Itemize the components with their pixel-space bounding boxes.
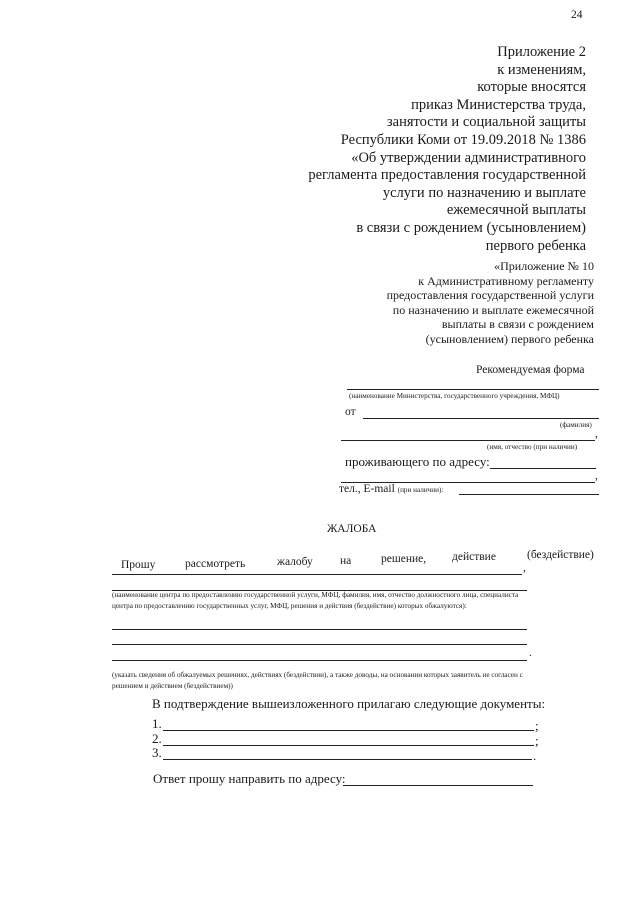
document-item-3-line[interactable]	[163, 759, 532, 760]
complaint-line-4[interactable]	[112, 644, 527, 645]
reply-address-line[interactable]	[343, 785, 533, 786]
appendix-2-header	[308, 44, 586, 255]
document-item-3-end: .	[533, 748, 537, 763]
contact-line[interactable]	[459, 494, 599, 495]
request-word-3: жалобу	[277, 556, 313, 568]
appendix-2-line-11: в связи с рождением (усыновлением)	[356, 219, 586, 236]
request-word-5: решение,	[381, 553, 427, 565]
complaint-line-5[interactable]	[112, 660, 527, 661]
document-item-1-end: ;	[535, 718, 539, 733]
document-item-1-number: 1.	[152, 716, 162, 731]
appendix-2-line-9: услуги по назначению и выплате	[382, 184, 586, 201]
name-caption: (имя, отчество (при наличии)	[487, 443, 578, 451]
request-word-7: (бездействие)	[527, 549, 594, 561]
complaint-caption-1a: (наименование центра по предоставлению государственной услуги, МФЦ, фамилия, имя, отчество должностного лица, специалиста	[112, 591, 519, 599]
documents-intro: В подтверждение вышеизложенного прилагаю следующие документы:	[152, 696, 546, 711]
appendix-2-line-3: которые вносятся	[477, 79, 586, 96]
appendix-2-line-4: приказ Министерства труда,	[411, 96, 586, 113]
appendix-10-line-4: по назначению и выплате ежемесячной	[392, 302, 594, 317]
complaint-title: ЖАЛОБА	[327, 523, 377, 535]
request-word-6: действие	[452, 551, 496, 563]
reply-label: Ответ прошу направить по адресу:	[153, 771, 346, 786]
appendix-10-line-3: предоставления государственной услуги	[386, 288, 594, 303]
complaint-caption-2a: (указать сведения об обжалуемых решениях, действиях (бездействии), а также доводы, на основании которых заявитель не согласен с	[112, 671, 523, 679]
ministry-caption: (наименование Министерства, государственного учреждения, МФЦ)	[349, 392, 560, 400]
address-comma: ,	[595, 470, 598, 482]
surname-line[interactable]	[363, 418, 599, 419]
complaint-line-5-period: .	[529, 647, 532, 659]
request-word-4: на	[340, 555, 352, 567]
page-number: 24	[571, 9, 583, 21]
appendix-2-line-2: к изменениям,	[497, 61, 586, 78]
address-line-1[interactable]	[490, 468, 596, 469]
appendix-2-line-6: Республики Коми от 19.09.2018 № 1386	[340, 131, 586, 148]
appendix-2-line-12: первого ребенка	[485, 237, 586, 254]
from-label: от	[345, 406, 356, 418]
appendix-10-line-5: выплаты в связи с рождением	[441, 317, 594, 332]
appendix-10-line-1: «Приложение № 10	[494, 259, 594, 273]
document-item-3-number: 3.	[152, 745, 162, 760]
appendix-10-line-6: (усыновлением) первого ребенка	[425, 331, 594, 346]
document-item-1-line[interactable]	[163, 730, 534, 731]
complaint-line-3[interactable]	[112, 629, 527, 630]
complaint-line-1-comma: ,	[523, 562, 526, 574]
appendix-2-line-1: Приложение 2	[497, 44, 586, 60]
complaint-line-1[interactable]	[112, 574, 522, 575]
complaint-caption-2b: решением и действием (бездействием))	[112, 682, 233, 690]
appendix-10-line-2: к Административному регламенту	[418, 273, 594, 288]
surname-caption: (фамилия)	[560, 421, 592, 429]
name-line-comma: ,	[595, 428, 598, 440]
document-item-2-line[interactable]	[163, 745, 534, 746]
request-word-1: Прошу	[121, 559, 156, 571]
contact-label: тел., E-mail (при наличии):	[339, 483, 444, 495]
recommended-form-label: Рекомендуемая форма	[476, 364, 585, 376]
appendix-2-line-8: регламента предоставления государственной	[308, 167, 586, 184]
request-word-2: рассмотреть	[185, 558, 246, 570]
ministry-line[interactable]	[347, 389, 599, 390]
document-item-2-end: ;	[535, 733, 539, 748]
address-label: проживающего по адресу:	[345, 454, 490, 469]
appendix-2-line-10: ежемесячной выплаты	[446, 202, 586, 219]
complaint-caption-1b: центра по предоставлению государственных услуг, МФЦ, решения и действия (бездействие) которых обжалуются):	[112, 602, 467, 610]
appendix-2-line-7: «Об утверждении административного	[351, 149, 586, 166]
appendix-10-header	[387, 259, 594, 347]
appendix-2-line-5: занятости и социальной защиты	[386, 114, 586, 131]
document-item-2-number: 2.	[152, 731, 162, 746]
name-line[interactable]	[341, 440, 595, 441]
